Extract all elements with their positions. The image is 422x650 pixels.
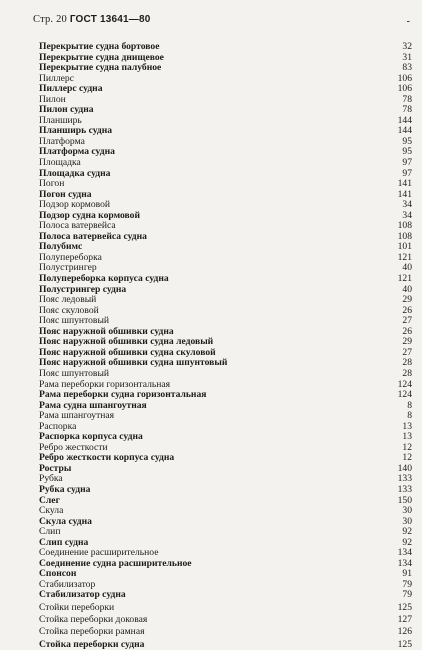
- index-term: Пилон: [39, 93, 66, 105]
- index-term: Перекрытие судна бортовое: [39, 41, 160, 52]
- index-term: Пояс наружной обшивки судна ледовый: [39, 336, 214, 348]
- index-term: Погон: [39, 178, 65, 190]
- index-term: Пояс шпунтовый: [39, 315, 110, 327]
- index-entry: [39, 179, 413, 190]
- index-term: Стойки переборки: [39, 601, 115, 613]
- index-page-number: 13: [402, 431, 412, 443]
- index-term: Перекрытие судна палубное: [39, 62, 162, 74]
- index-term: Слег: [39, 494, 60, 506]
- index-page-number: 97: [402, 157, 412, 169]
- index-page-number: 26: [402, 304, 412, 316]
- index-term: Рама судна шпангоутная: [39, 399, 147, 411]
- index-page-number: 12: [402, 441, 412, 453]
- index-term: Рама шпангоутная: [39, 410, 115, 422]
- index-term: Рубка: [39, 473, 63, 485]
- index-term: Планширь: [39, 114, 82, 126]
- index-term: Площадка судна: [39, 167, 111, 179]
- index-entry: [39, 615, 413, 626]
- index-entry: [39, 369, 413, 380]
- index-entry: [39, 95, 413, 106]
- index-page-number: 91: [402, 568, 412, 580]
- index-term: Платформа судна: [39, 146, 115, 158]
- index-term: Полустрингер судна: [39, 283, 127, 295]
- index-page-number: 144: [397, 114, 412, 126]
- index-page-number: 95: [402, 135, 412, 147]
- index-entry: [39, 147, 413, 158]
- index-page-number: 26: [402, 325, 412, 337]
- index-page-number: 92: [402, 526, 412, 538]
- index-page-number: 133: [397, 473, 412, 485]
- index-term: Стойка переборки судна: [39, 638, 145, 650]
- index-page-number: 150: [397, 494, 412, 506]
- index-page-number: 34: [402, 199, 412, 211]
- index-page-number: 92: [402, 536, 412, 548]
- index-term: Стойка переборки доковая: [39, 614, 148, 626]
- index-page-number: 12: [402, 452, 412, 464]
- index-page-number: 40: [402, 262, 412, 274]
- index-term: Стойка переборки рамная: [39, 626, 145, 638]
- index-page-number: 79: [402, 578, 412, 590]
- index-term: Рубка судна: [39, 483, 91, 495]
- index-page-number: 134: [397, 557, 412, 569]
- index-term: Соединение расширительное: [39, 547, 159, 559]
- index-term: Планширь судна: [39, 125, 113, 137]
- index-term: Ребро жесткости корпуса судна: [39, 452, 175, 464]
- index-page-number: 125: [397, 601, 412, 613]
- index-entry: [39, 627, 413, 638]
- index-page-number: 133: [397, 483, 412, 495]
- index-page-number: 8: [407, 399, 412, 411]
- index-term: Соединение судна расширительное: [39, 557, 192, 569]
- index-term: Пояс наружной обшивки судна шпунтовый: [39, 357, 228, 369]
- index-term: Полубимс: [39, 241, 83, 253]
- index-term: Стабилизатор судна: [39, 589, 126, 601]
- index-entry: [39, 158, 413, 169]
- index-term: Слип судна: [39, 536, 89, 548]
- index-page-number: 101: [397, 241, 412, 253]
- index-entry: [39, 496, 413, 507]
- index-page-number: 78: [402, 93, 412, 105]
- index-term: Пояс наружной обшивки судна: [39, 325, 174, 337]
- index-entry: [39, 63, 413, 74]
- index-term: Ребро жесткости: [39, 441, 108, 453]
- index-entry: [39, 411, 413, 422]
- index-term: Распорка корпуса судна: [39, 431, 143, 443]
- index-page-number: 97: [402, 167, 412, 179]
- index-term: Пояс наружной обшивки судна скуловой: [39, 346, 216, 358]
- index-entry: [39, 569, 413, 580]
- index-page-number: 28: [402, 357, 412, 369]
- index-term: Слип: [39, 526, 61, 538]
- index-page-number: 124: [397, 389, 412, 401]
- index-entry: [39, 390, 413, 401]
- index-entry: [39, 527, 413, 538]
- index-entry: [39, 42, 413, 53]
- index-term: Пилон судна: [39, 104, 94, 116]
- index-page-number: 108: [397, 230, 412, 242]
- index-term: Пояс скуловой: [39, 304, 99, 316]
- index-entry: [39, 590, 413, 601]
- index-page-number: 27: [402, 315, 412, 327]
- index-term: Скула: [39, 505, 64, 517]
- index-entry: [39, 474, 413, 485]
- index-page-number: 108: [397, 220, 412, 232]
- index-entry: [39, 559, 413, 570]
- index-term: Подзор кормовой: [39, 199, 111, 211]
- index-page-number: 126: [397, 626, 412, 638]
- index-entry: [39, 485, 413, 496]
- index-term: Рама переборки судна горизонтальная: [39, 389, 207, 401]
- index-term: Полустрингер: [39, 262, 97, 274]
- index-page-number: 144: [397, 125, 412, 137]
- index-term: Распорка: [39, 420, 77, 432]
- index-page-number: 32: [402, 41, 412, 52]
- index-page-number: 121: [397, 273, 412, 285]
- page-label: Стр. 20: [33, 14, 67, 25]
- index-page-number: 141: [397, 188, 412, 200]
- index-page-number: 8: [407, 410, 412, 422]
- index-page-number: 134: [397, 547, 412, 559]
- standard-number: ГОСТ 13641—80: [69, 14, 151, 25]
- index-term: Подзор судна кормовой: [39, 209, 140, 221]
- index-page-number: 127: [397, 614, 412, 626]
- index-page-number: 27: [402, 346, 412, 358]
- index-term: Платформа: [39, 135, 85, 147]
- index-term: Полоса ватервейса: [39, 220, 116, 232]
- index-term: Погон судна: [39, 188, 92, 200]
- index-entry: [39, 464, 413, 475]
- index-page-number: 125: [397, 638, 412, 650]
- index-entry: [39, 517, 413, 528]
- index-term: Полупереборка корпуса судна: [39, 273, 169, 285]
- index-page-number: 124: [397, 378, 412, 390]
- index-page-number: 121: [397, 251, 412, 263]
- page-header: [33, 14, 151, 25]
- index-page-number: 83: [402, 62, 412, 74]
- index-page-number: 95: [402, 146, 412, 158]
- index-entry: [39, 453, 413, 464]
- index-page-number: 31: [402, 51, 412, 63]
- index-term: Пояс шпунтовый: [39, 367, 110, 379]
- index-term: Спонсон: [39, 568, 77, 580]
- index-term: Рама переборки горизонтальная: [39, 378, 171, 390]
- index-entry: [39, 232, 413, 243]
- index-page-number: 30: [402, 515, 412, 527]
- index-page-number: 141: [397, 178, 412, 190]
- index-term: Полоса ватервейса судна: [39, 230, 147, 242]
- index-entry: [39, 169, 413, 180]
- index-page-number: 30: [402, 505, 412, 517]
- index-page-number: 40: [402, 283, 412, 295]
- index-term: Стабилизатор: [39, 578, 96, 590]
- index-term: Пояс ледовый: [39, 294, 97, 306]
- corner-mark: -: [406, 16, 410, 27]
- index-page-number: 29: [402, 294, 412, 306]
- index-entry: [39, 506, 413, 517]
- index-term: Ростры: [39, 462, 72, 474]
- index-entry: [39, 105, 413, 116]
- index-term: Полупереборка: [39, 251, 102, 263]
- index-page-number: 79: [402, 589, 412, 601]
- index-entry: [39, 274, 413, 285]
- index-page-number: 106: [397, 72, 412, 84]
- index-entries: [39, 42, 413, 650]
- index-entry: [39, 84, 413, 95]
- index-page-number: 140: [397, 462, 412, 474]
- index-entry: [39, 603, 413, 614]
- index-page-number: 13: [402, 420, 412, 432]
- index-page-number: 28: [402, 367, 412, 379]
- index-page-number: 34: [402, 209, 412, 221]
- index-term: Скула судна: [39, 515, 92, 527]
- index-page-number: 106: [397, 83, 412, 95]
- index-term: Пиллерс судна: [39, 83, 103, 95]
- index-page-number: 78: [402, 104, 412, 116]
- index-page-number: 29: [402, 336, 412, 348]
- index-entry: [39, 640, 413, 650]
- index-term: Перекрытие судна днищевое: [39, 51, 164, 63]
- index-term: Пиллерс: [39, 72, 74, 84]
- index-term: Площадка: [39, 157, 81, 169]
- index-entry: [39, 126, 413, 137]
